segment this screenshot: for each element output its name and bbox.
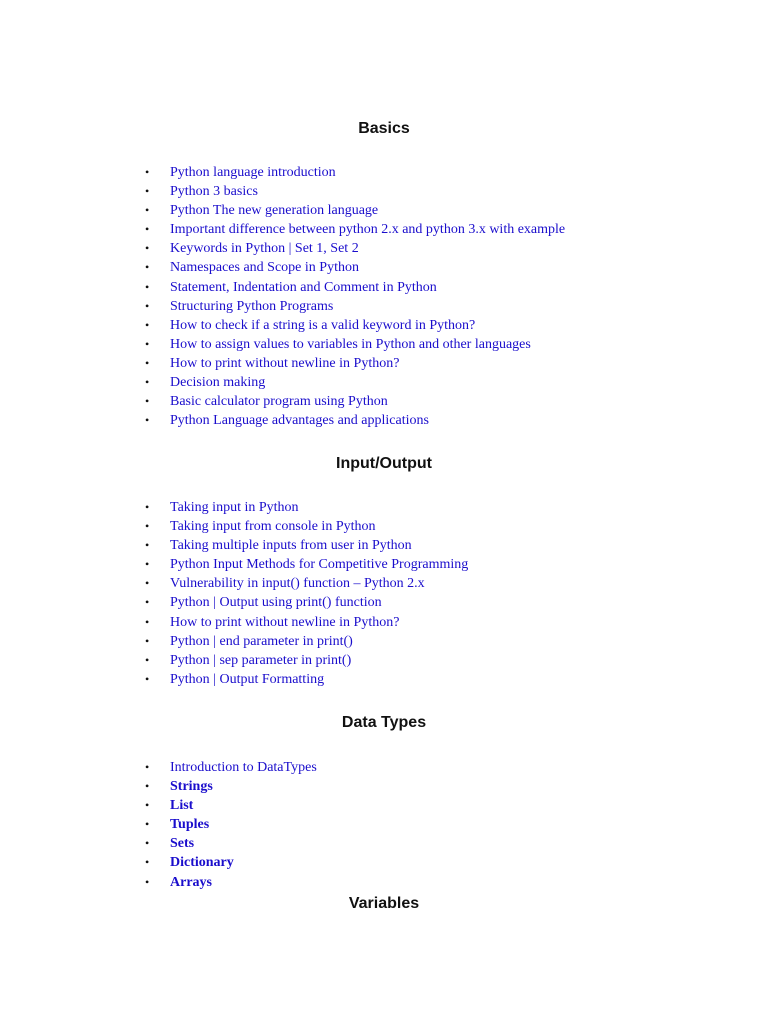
list-item xyxy=(0,651,768,670)
list-item xyxy=(0,834,768,853)
bullet: • xyxy=(145,184,150,199)
list-item xyxy=(0,297,768,316)
list-item xyxy=(0,316,768,335)
bullet: • xyxy=(145,260,150,275)
bullet: • xyxy=(145,519,150,534)
bullet: • xyxy=(145,652,150,667)
link-list[interactable]: List xyxy=(170,798,194,814)
link-advantages-applications[interactable]: Python Language advantages and applications xyxy=(170,413,429,429)
bullet: • xyxy=(145,317,150,332)
link-python2-vs-python3[interactable]: Important difference between python 2.x and python 3.x with example xyxy=(170,222,566,238)
bullet: • xyxy=(145,222,150,237)
bullet: • xyxy=(145,874,150,889)
section-heading-variables: Variables xyxy=(348,895,420,912)
link-keywords[interactable]: Keywords in Python | Set 1, Set 2 xyxy=(170,241,359,257)
link-python-3-basics[interactable]: Python 3 basics xyxy=(170,184,258,200)
link-basic-calculator[interactable]: Basic calculator program using Python xyxy=(170,394,388,410)
link-valid-keyword-check[interactable]: How to check if a string is a valid keyword in Python? xyxy=(170,317,476,333)
bullet: • xyxy=(145,836,150,851)
bullet: • xyxy=(145,671,150,686)
section-heading-basics: Basics xyxy=(358,120,410,137)
link-sets[interactable]: Sets xyxy=(170,836,195,852)
list-item xyxy=(0,758,768,777)
bullet: • xyxy=(145,538,150,553)
section-heading-data-types: Data Types xyxy=(341,714,427,731)
list-item xyxy=(0,796,768,815)
section-heading-input-output: Input/Output xyxy=(336,455,432,472)
list-item xyxy=(0,536,768,555)
list-item xyxy=(0,815,768,834)
bullet: • xyxy=(145,817,150,832)
link-assign-values[interactable]: How to assign values to variables in Python and other languages xyxy=(170,336,531,352)
link-new-generation-language[interactable]: Python The new generation language xyxy=(170,203,379,219)
bullet: • xyxy=(145,203,150,218)
list-item xyxy=(0,632,768,651)
link-output-print-function[interactable]: Python | Output using print() function xyxy=(170,595,382,611)
list-item xyxy=(0,853,768,872)
bullet: • xyxy=(145,413,150,428)
list-item xyxy=(0,354,768,373)
bullet: • xyxy=(145,355,150,370)
bullet: • xyxy=(145,336,150,351)
list-item xyxy=(0,517,768,536)
list-item xyxy=(0,392,768,411)
link-strings[interactable]: Strings xyxy=(170,779,213,795)
list-item xyxy=(0,239,768,258)
link-structuring-programs[interactable]: Structuring Python Programs xyxy=(170,298,334,314)
bullet: • xyxy=(145,779,150,794)
link-end-parameter[interactable]: Python | end parameter in print() xyxy=(170,633,353,649)
list-item xyxy=(0,335,768,354)
list-item xyxy=(0,278,768,297)
bullet: • xyxy=(145,375,150,390)
bullet: • xyxy=(145,500,150,514)
link-intro-datatypes[interactable]: Introduction to DataTypes xyxy=(170,760,317,775)
bullet: • xyxy=(145,855,150,870)
bullet: • xyxy=(145,595,150,610)
list-item xyxy=(0,498,768,517)
bullet: • xyxy=(145,394,150,409)
bullet: • xyxy=(145,614,150,629)
basics-link-list xyxy=(0,163,768,430)
list-item xyxy=(0,613,768,632)
link-python-language-introduction[interactable]: Python language introduction xyxy=(170,165,336,180)
bullet: • xyxy=(145,798,150,813)
link-input-vulnerability[interactable]: Vulnerability in input() function – Python 2.x xyxy=(170,576,425,592)
list-item xyxy=(0,555,768,574)
bullet: • xyxy=(145,279,150,294)
list-item xyxy=(0,258,768,277)
list-item xyxy=(0,574,768,593)
link-arrays[interactable]: Arrays xyxy=(170,874,212,890)
bullet: • xyxy=(145,557,150,572)
bullet: • xyxy=(145,760,150,774)
link-print-without-newline[interactable]: How to print without newline in Python? xyxy=(170,355,400,371)
link-namespaces-scope[interactable]: Namespaces and Scope in Python xyxy=(170,260,359,276)
link-sep-parameter[interactable]: Python | sep parameter in print() xyxy=(170,652,352,668)
list-item xyxy=(0,220,768,239)
link-decision-making[interactable]: Decision making xyxy=(170,375,266,391)
bullet: • xyxy=(145,298,150,313)
list-item xyxy=(0,670,768,689)
list-item xyxy=(0,873,768,892)
bullet: • xyxy=(145,633,150,648)
link-taking-input[interactable]: Taking input in Python xyxy=(170,500,299,515)
bullet: • xyxy=(145,576,150,591)
link-print-without-newline-2[interactable]: How to print without newline in Python? xyxy=(170,614,400,630)
list-item xyxy=(0,373,768,392)
link-input-methods-competitive[interactable]: Python Input Methods for Competitive Programming xyxy=(170,557,469,573)
bullet: • xyxy=(145,241,150,256)
list-item xyxy=(0,182,768,201)
data-types-link-list xyxy=(0,758,768,892)
list-item xyxy=(0,163,768,182)
list-item xyxy=(0,593,768,612)
list-item xyxy=(0,411,768,430)
link-tuples[interactable]: Tuples xyxy=(170,817,210,833)
list-item xyxy=(0,777,768,796)
link-multiple-inputs[interactable]: Taking multiple inputs from user in Python xyxy=(170,538,412,554)
link-dictionary[interactable]: Dictionary xyxy=(170,855,234,871)
input-output-link-list xyxy=(0,498,768,689)
link-input-from-console[interactable]: Taking input from console in Python xyxy=(170,519,376,535)
bullet: • xyxy=(145,165,150,179)
link-statement-indentation-comment[interactable]: Statement, Indentation and Comment in Python xyxy=(170,279,437,295)
link-output-formatting[interactable]: Python | Output Formatting xyxy=(170,671,325,687)
list-item xyxy=(0,201,768,220)
